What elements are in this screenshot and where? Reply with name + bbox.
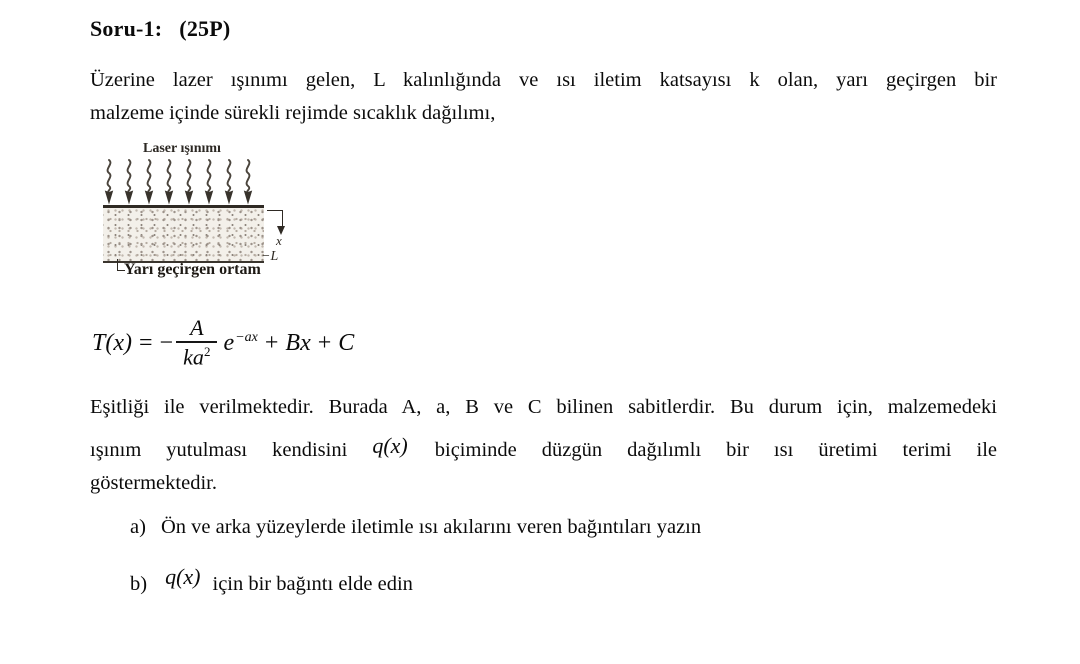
laser-medium-figure	[95, 138, 310, 293]
exponential-term	[224, 330, 258, 357]
explanation-line-3: göstermektedir.	[90, 472, 217, 494]
subquestion-a-text: Ön ve arka yüzeylerde iletimle ısı akılarını veren bağıntıları yazın	[160, 516, 702, 538]
equation-fraction	[176, 316, 217, 371]
subquestion-b-marker: b)	[130, 573, 148, 595]
x-axis-line	[267, 210, 283, 227]
x-axis-label: x	[276, 233, 282, 248]
subquestion-b-text: için bir bağıntı elde edin	[212, 573, 413, 595]
equation-equals-sign: =	[138, 329, 153, 356]
fraction-denominator	[176, 341, 217, 371]
equation-plus-sign-2: +	[317, 329, 332, 356]
exponential-base: e	[223, 329, 235, 356]
intro-paragraph	[90, 64, 997, 130]
question-title	[90, 16, 230, 42]
equation-lhs: T(x)	[92, 329, 132, 356]
explanation-line-2-post: biçiminde düzgün dağılımlı bir ısı üretimi terimi ile	[434, 439, 997, 461]
equation-minus-sign: −	[159, 329, 174, 356]
heat-generation-symbol: q(x)	[372, 433, 408, 458]
explanation-line-2-pre: ışınım yutulması kendisini	[90, 439, 348, 461]
laser-radiation-label: Laser ışınımı	[143, 141, 221, 156]
heat-generation-symbol: q(x)	[165, 564, 201, 589]
denominator-exponent: 2	[203, 344, 211, 360]
explanation-line-1: Eşitliği ile verilmektedir. Burada A, a, B ve C bilinen sabitlerdir. Bu durum için, malzemedeki	[90, 396, 997, 418]
denominator-base: ka	[183, 344, 204, 370]
explanation-paragraph	[90, 391, 997, 500]
equation-term-bx: Bx	[285, 329, 311, 356]
depth-L-label: −L	[261, 249, 279, 264]
question-number: Soru-1:	[90, 16, 163, 41]
intro-paragraph-line-1: Üzerine lazer ışınımı gelen, L kalınlığında ve ısı iletim katsayısı k olan, yarı geçirgen bir	[90, 69, 997, 91]
temperature-equation	[92, 316, 354, 371]
explanation-line-2	[90, 432, 997, 467]
exponential-power: −ax	[235, 329, 258, 345]
intro-paragraph-line-2: malzeme içinde sürekli rejimde sıcaklık dağılımı,	[90, 102, 496, 124]
question-points: (25P)	[179, 16, 231, 41]
equation-plus-sign-1: +	[264, 329, 279, 356]
laser-rays-icon	[103, 159, 253, 207]
semitransparent-slab	[103, 205, 264, 263]
subquestion-a	[130, 516, 701, 539]
figure-caption: Yarı geçirgen ortam	[124, 261, 261, 278]
fraction-numerator: A	[190, 315, 204, 340]
equation-term-c: C	[338, 329, 355, 356]
subquestion-a-marker: a)	[130, 516, 146, 538]
subquestion-b	[130, 564, 413, 596]
